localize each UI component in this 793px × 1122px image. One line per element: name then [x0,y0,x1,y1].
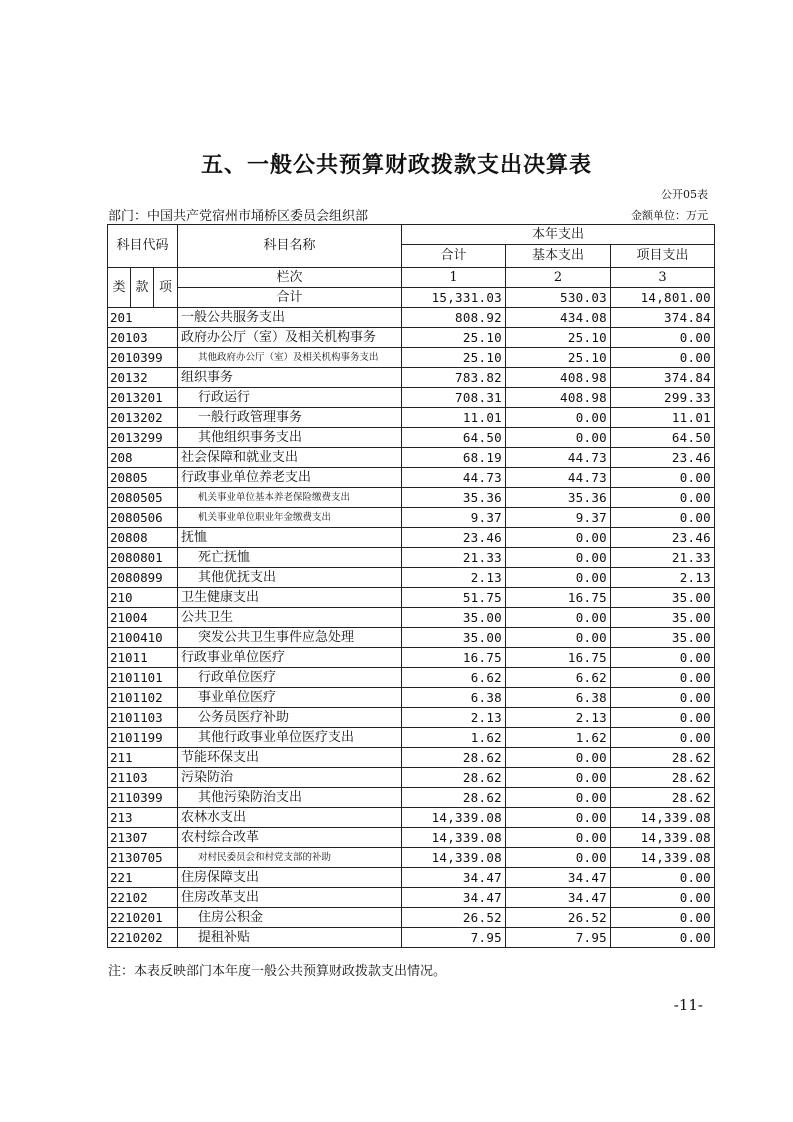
row-total: 68.19 [402,448,506,468]
table-row [108,688,715,708]
row-total: 783.82 [402,368,506,388]
table-row [108,468,715,488]
row-project: 299.33 [611,388,715,408]
table-row [108,868,715,888]
header-basic: 基本支出 [506,245,611,268]
row-name: 对村民委员会和村党支部的补助 [178,848,402,868]
row-code: 2101199 [108,728,178,748]
row-code: 221 [108,868,178,888]
row-code: 211 [108,748,178,768]
row-project: 0.00 [611,508,715,528]
row-total: 34.47 [402,888,506,908]
row-name: 突发公共卫生事件应急处理 [178,628,402,648]
row-project: 2.13 [611,568,715,588]
table-row [108,568,715,588]
row-total: 28.62 [402,788,506,808]
row-total: 64.50 [402,428,506,448]
row-code: 213 [108,808,178,828]
table-row [108,648,715,668]
table-row [108,328,715,348]
row-project: 0.00 [611,328,715,348]
table-row [108,608,715,628]
row-basic: 0.00 [506,568,611,588]
row-code: 21307 [108,828,178,848]
table-row [108,588,715,608]
row-code: 201 [108,308,178,328]
row-name: 一般行政管理事务 [178,408,402,428]
row-project: 35.00 [611,628,715,648]
row-basic: 35.36 [506,488,611,508]
row-basic: 408.98 [506,368,611,388]
row-total: 35.36 [402,488,506,508]
row-code: 20132 [108,368,178,388]
row-project: 28.62 [611,768,715,788]
department-label: 部门：中国共产党宿州市埇桥区委员会组织部 [108,209,369,224]
row-basic: 408.98 [506,388,611,408]
row-code: 2010399 [108,348,178,368]
row-project: 35.00 [611,588,715,608]
sum-row [108,288,715,308]
table-row [108,488,715,508]
header-lei: 类 [108,268,131,308]
header-row-1 [108,225,715,245]
row-project: 0.00 [611,688,715,708]
table-row [108,448,715,468]
row-basic: 44.73 [506,448,611,468]
table-row [108,628,715,648]
row-name: 行政事业单位养老支出 [178,468,402,488]
row-name: 其他污染防治支出 [178,788,402,808]
row-project: 28.62 [611,748,715,768]
row-total: 14,339.08 [402,848,506,868]
row-total: 14,339.08 [402,828,506,848]
row-code: 2080899 [108,568,178,588]
row-total: 35.00 [402,628,506,648]
row-code: 2110399 [108,788,178,808]
expenditure-table [107,224,715,948]
row-project: 0.00 [611,728,715,748]
row-basic: 16.75 [506,588,611,608]
row-basic: 25.10 [506,348,611,368]
row-code: 20805 [108,468,178,488]
row-code: 2210202 [108,928,178,948]
row-code: 21103 [108,768,178,788]
row-code: 2130705 [108,848,178,868]
table-note: 注：本表反映部门本年度一般公共预算财政拨款支出情况。 [108,964,447,979]
sum-basic: 530.03 [506,288,611,308]
row-project: 14,339.08 [611,828,715,848]
row-basic: 25.10 [506,328,611,348]
row-basic: 34.47 [506,888,611,908]
row-basic: 1.62 [506,728,611,748]
row-total: 11.01 [402,408,506,428]
row-code: 21004 [108,608,178,628]
table-row [108,728,715,748]
header-name: 科目名称 [178,225,402,268]
row-basic: 6.38 [506,688,611,708]
row-total: 2.13 [402,568,506,588]
header-project: 项目支出 [611,245,715,268]
table-row [108,388,715,408]
row-name: 死亡抚恤 [178,548,402,568]
row-name: 其他行政事业单位医疗支出 [178,728,402,748]
row-total: 6.62 [402,668,506,688]
table-row [108,888,715,908]
table-row [108,508,715,528]
table-row [108,828,715,848]
row-project: 0.00 [611,888,715,908]
table-row [108,528,715,548]
row-basic: 0.00 [506,848,611,868]
row-code: 210 [108,588,178,608]
row-name: 其他组织事务支出 [178,428,402,448]
row-code: 2080505 [108,488,178,508]
row-project: 0.00 [611,468,715,488]
row-basic: 0.00 [506,528,611,548]
table-row [108,808,715,828]
table-row [108,368,715,388]
row-total: 23.46 [402,528,506,548]
table-row [108,708,715,728]
row-name: 政府办公厅（室）及相关机构事务 [178,328,402,348]
row-project: 23.46 [611,528,715,548]
row-name: 抚恤 [178,528,402,548]
table-row [108,908,715,928]
row-total: 9.37 [402,508,506,528]
row-basic: 0.00 [506,748,611,768]
row-code: 2101101 [108,668,178,688]
row-name: 住房公积金 [178,908,402,928]
row-project: 374.84 [611,368,715,388]
table-row [108,668,715,688]
row-basic: 7.95 [506,928,611,948]
row-total: 28.62 [402,768,506,788]
row-name: 卫生健康支出 [178,588,402,608]
row-basic: 0.00 [506,628,611,648]
header-kuan: 款 [131,268,154,308]
row-code: 20103 [108,328,178,348]
row-basic: 2.13 [506,708,611,728]
row-name: 行政事业单位医疗 [178,648,402,668]
row-code: 2013202 [108,408,178,428]
table-row [108,408,715,428]
row-basic: 9.37 [506,508,611,528]
table-row [108,308,715,328]
row-name: 污染防治 [178,768,402,788]
row-project: 0.00 [611,648,715,668]
row-code: 2080801 [108,548,178,568]
row-project: 0.00 [611,488,715,508]
row-basic: 0.00 [506,548,611,568]
row-code: 208 [108,448,178,468]
row-name: 行政运行 [178,388,402,408]
row-name: 机关事业单位基本养老保险缴费支出 [178,488,402,508]
row-basic: 0.00 [506,808,611,828]
row-basic: 26.52 [506,908,611,928]
header-xiang: 项 [154,268,178,308]
row-project: 0.00 [611,668,715,688]
sum-project: 14,801.00 [611,288,715,308]
row-code: 2013201 [108,388,178,408]
row-basic: 0.00 [506,788,611,808]
row-project: 11.01 [611,408,715,428]
row-name: 行政单位医疗 [178,668,402,688]
row-basic: 6.62 [506,668,611,688]
page-number: -11- [673,996,703,1014]
row-total: 51.75 [402,588,506,608]
row-project: 0.00 [611,908,715,928]
row-total: 6.38 [402,688,506,708]
header-col-3: 3 [611,268,715,288]
row-total: 26.52 [402,908,506,928]
row-total: 808.92 [402,308,506,328]
row-name: 其他优抚支出 [178,568,402,588]
row-project: 0.00 [611,708,715,728]
row-total: 25.10 [402,328,506,348]
row-basic: 0.00 [506,408,611,428]
row-project: 35.00 [611,608,715,628]
row-project: 0.00 [611,348,715,368]
row-code: 22102 [108,888,178,908]
header-col-2: 2 [506,268,611,288]
header-column-no: 栏次 [178,268,402,288]
row-code: 2100410 [108,628,178,648]
row-project: 14,339.08 [611,848,715,868]
row-total: 2.13 [402,708,506,728]
row-name: 节能环保支出 [178,748,402,768]
header-this-year: 本年支出 [402,225,715,245]
row-project: 23.46 [611,448,715,468]
row-basic: 434.08 [506,308,611,328]
sum-total: 15,331.03 [402,288,506,308]
row-name: 社会保障和就业支出 [178,448,402,468]
row-name: 事业单位医疗 [178,688,402,708]
row-name: 农村综合改革 [178,828,402,848]
row-name: 组织事务 [178,368,402,388]
row-name: 机关事业单位职业年金缴费支出 [178,508,402,528]
row-total: 16.75 [402,648,506,668]
row-project: 374.84 [611,308,715,328]
row-total: 25.10 [402,348,506,368]
table-row [108,748,715,768]
row-name: 住房保障支出 [178,868,402,888]
header-total: 合计 [402,245,506,268]
table-row [108,788,715,808]
row-code: 20808 [108,528,178,548]
row-code: 21011 [108,648,178,668]
table-row [108,928,715,948]
unit-label: 金额单位：万元 [631,209,708,222]
row-total: 1.62 [402,728,506,748]
row-code: 2101102 [108,688,178,708]
row-total: 34.47 [402,868,506,888]
row-code: 2210201 [108,908,178,928]
row-total: 21.33 [402,548,506,568]
page-title: 五、一般公共预算财政拨款支出决算表 [200,152,592,178]
row-total: 35.00 [402,608,506,628]
row-project: 0.00 [611,868,715,888]
row-basic: 34.47 [506,868,611,888]
row-total: 14,339.08 [402,808,506,828]
row-name: 公共卫生 [178,608,402,628]
row-project: 28.62 [611,788,715,808]
row-basic: 44.73 [506,468,611,488]
row-project: 14,339.08 [611,808,715,828]
row-code: 2080506 [108,508,178,528]
row-project: 0.00 [611,928,715,948]
row-code: 2101103 [108,708,178,728]
row-name: 一般公共服务支出 [178,308,402,328]
table-row [108,348,715,368]
table-row [108,548,715,568]
form-number: 公开05表 [661,188,708,201]
row-total: 7.95 [402,928,506,948]
table-row [108,428,715,448]
row-basic: 0.00 [506,608,611,628]
row-basic: 0.00 [506,428,611,448]
row-project: 64.50 [611,428,715,448]
row-total: 28.62 [402,748,506,768]
row-basic: 16.75 [506,648,611,668]
row-project: 21.33 [611,548,715,568]
header-row-3 [108,268,715,288]
header-code: 科目代码 [108,225,178,268]
sum-label: 合计 [178,288,402,308]
row-name: 农林水支出 [178,808,402,828]
row-basic: 0.00 [506,768,611,788]
row-basic: 0.00 [506,828,611,848]
row-total: 44.73 [402,468,506,488]
header-col-1: 1 [402,268,506,288]
row-total: 708.31 [402,388,506,408]
row-code: 2013299 [108,428,178,448]
table-row [108,848,715,868]
row-name: 住房改革支出 [178,888,402,908]
row-name: 其他政府办公厅（室）及相关机构事务支出 [178,348,402,368]
row-name: 提租补贴 [178,928,402,948]
table-row [108,768,715,788]
row-name: 公务员医疗补助 [178,708,402,728]
